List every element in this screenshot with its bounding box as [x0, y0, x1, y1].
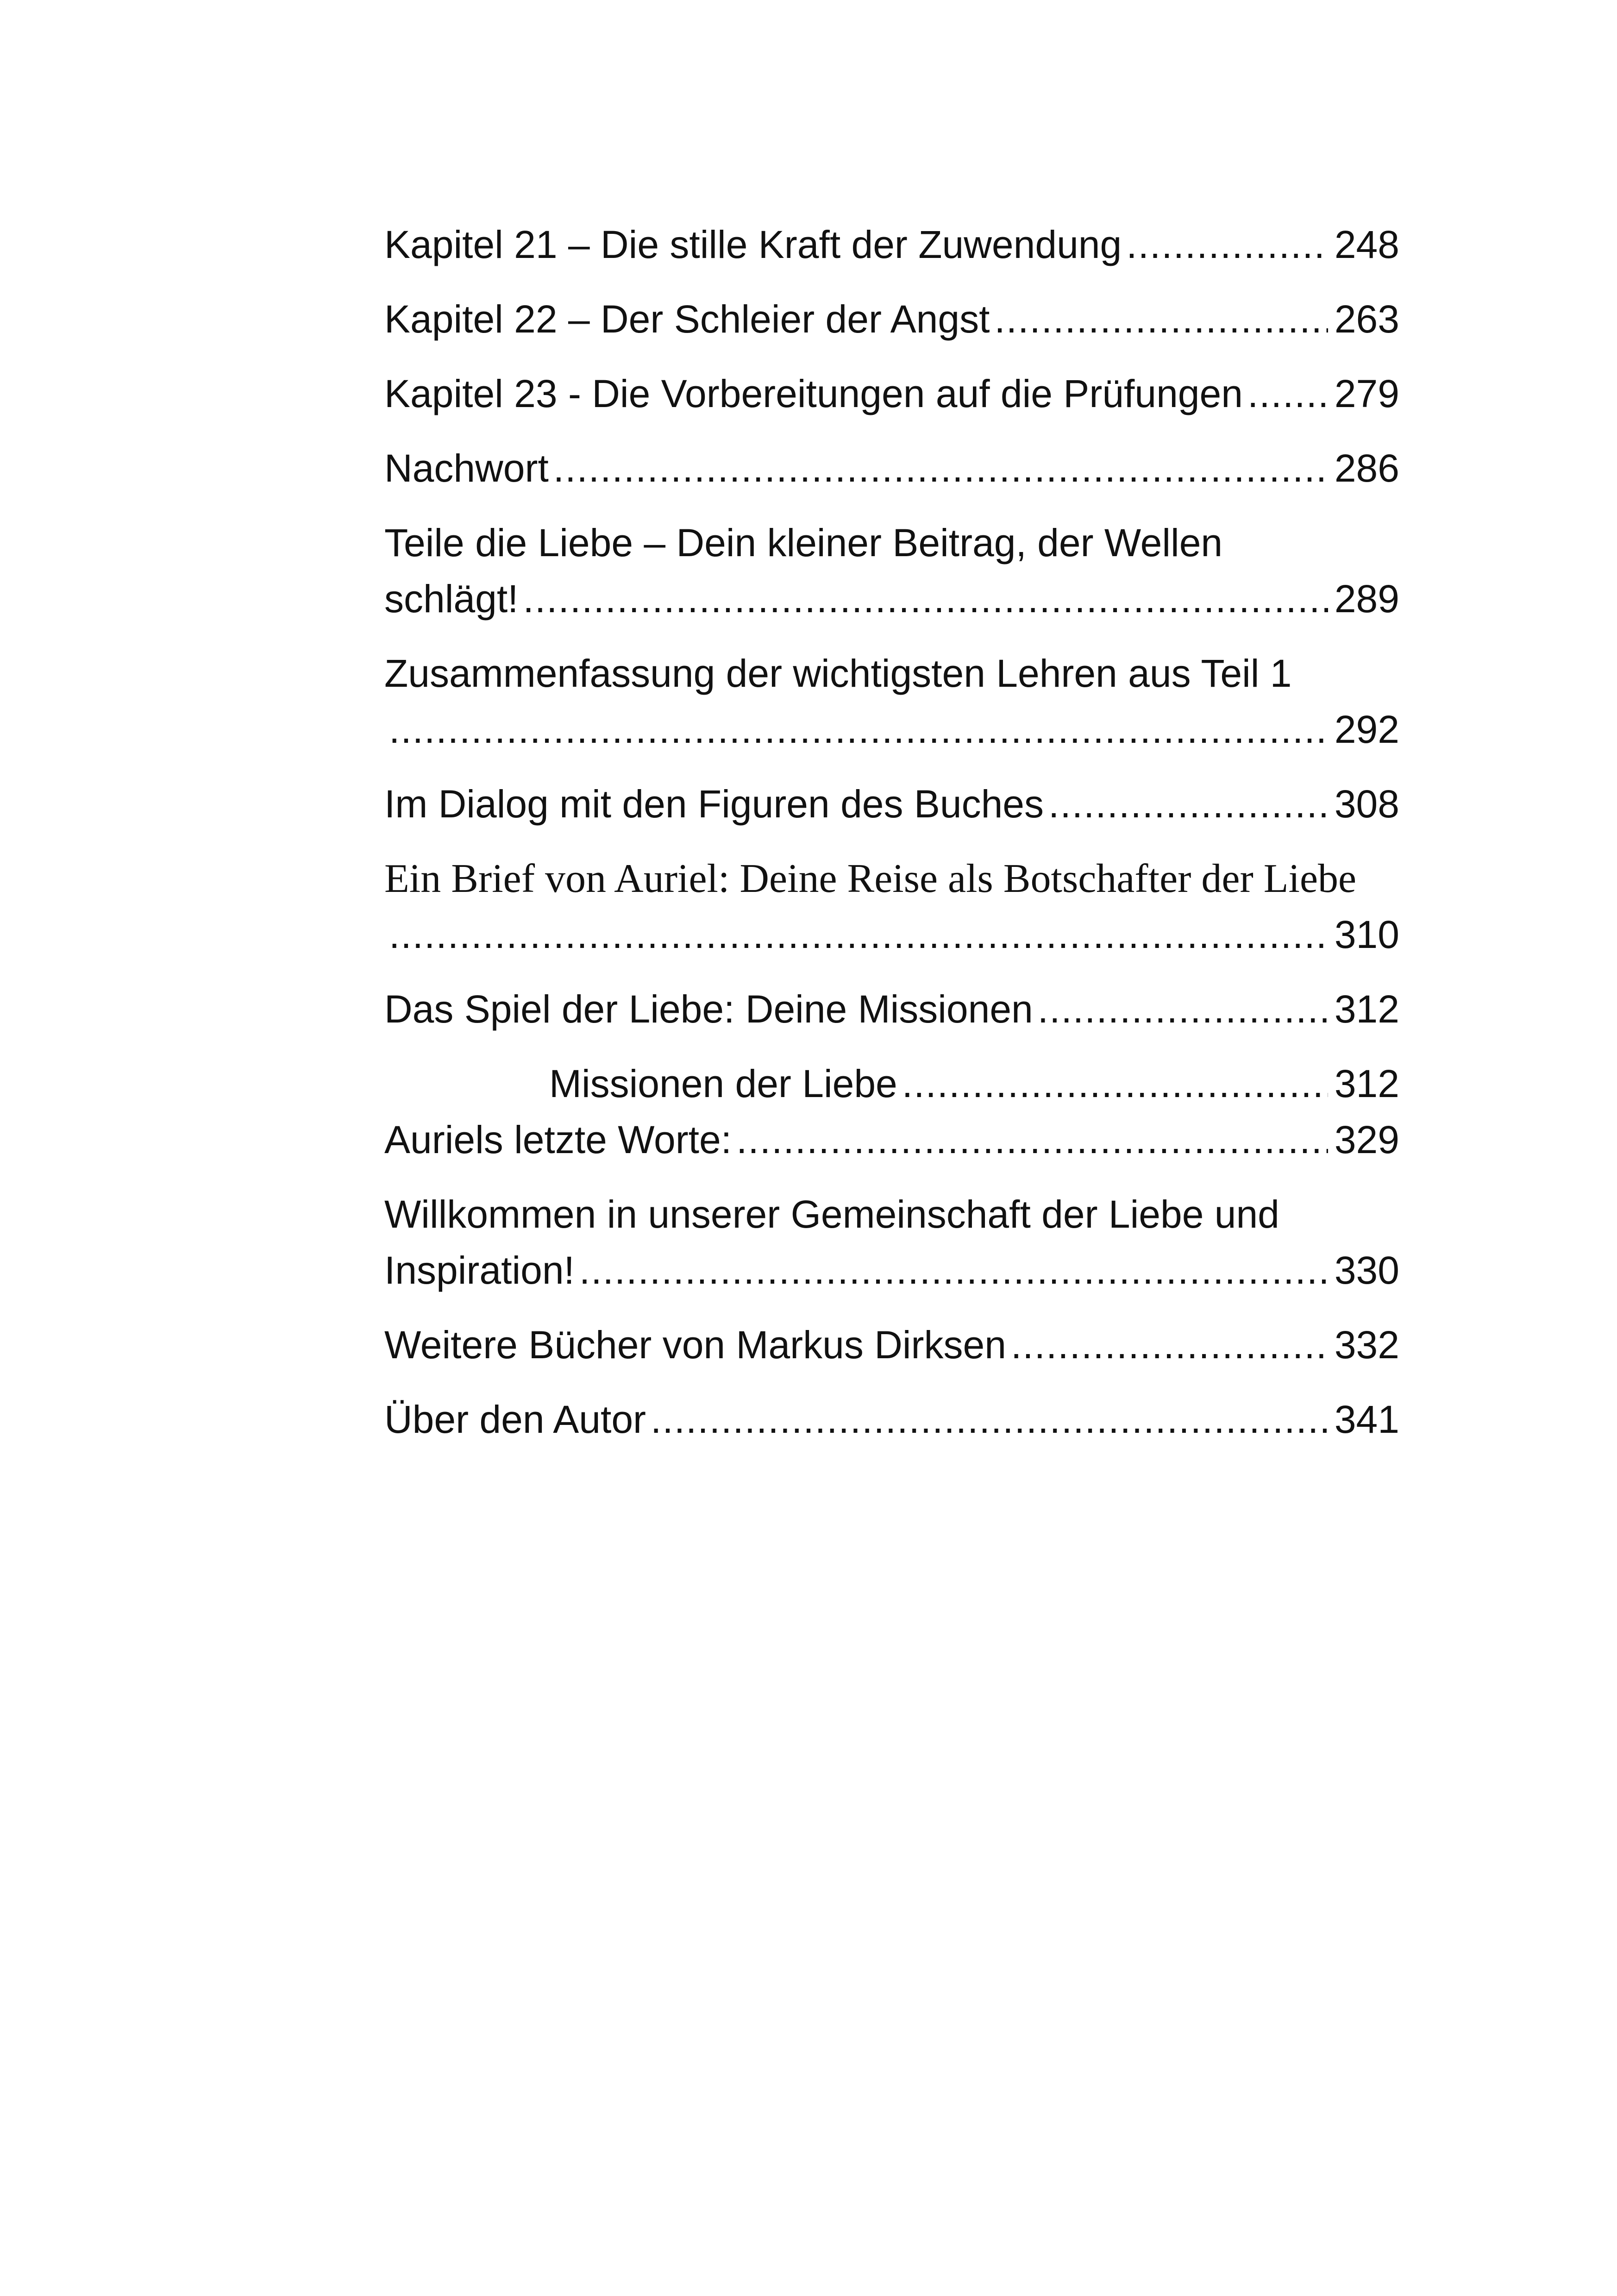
toc-entry[interactable] [384, 981, 1399, 1037]
dot-leader [1048, 776, 1328, 832]
toc-entry-page: 312 [1334, 987, 1399, 1031]
dot-leader [389, 907, 1328, 963]
dot-leader [736, 1112, 1328, 1168]
toc-entry-page: 279 [1334, 372, 1399, 415]
dot-leader [1126, 217, 1328, 273]
toc-entry-title-line2: schlägt! [384, 577, 519, 621]
dot-leader [523, 571, 1328, 627]
table-of-contents [384, 217, 1399, 1448]
toc-entry-title-line1: Willkommen in unserer Gemeinschaft der Liebe und [384, 1192, 1279, 1236]
toc-entry[interactable] [384, 1112, 1399, 1168]
dot-leader [902, 1056, 1328, 1112]
toc-entry-page: 312 [1334, 1062, 1399, 1105]
dot-leader [1247, 366, 1328, 422]
toc-entry-page: 263 [1334, 297, 1399, 341]
toc-entry[interactable] [384, 1056, 1399, 1112]
dot-leader [994, 291, 1328, 347]
toc-entry-title: Kapitel 23 - Die Vorbereitungen auf die Prüfungen [384, 372, 1243, 415]
toc-entry[interactable] [384, 1186, 1399, 1299]
toc-entry-page: 330 [1334, 1248, 1399, 1292]
toc-entry-title-line1: Ein Brief von Auriel: Deine Reise als Botschafter der Liebe [384, 856, 1357, 901]
toc-entry[interactable] [384, 217, 1399, 273]
toc-entry[interactable] [384, 851, 1399, 963]
dot-leader [389, 702, 1328, 758]
toc-entry[interactable] [384, 1392, 1399, 1448]
dot-leader [651, 1392, 1328, 1448]
toc-entry[interactable] [384, 646, 1399, 758]
toc-entry-page: 292 [1334, 708, 1399, 751]
toc-entry-title: Missionen der Liebe [549, 1062, 897, 1105]
toc-entry-title: Im Dialog mit den Figuren des Buches [384, 782, 1044, 826]
toc-entry[interactable] [384, 776, 1399, 832]
toc-entry-title: Weitere Bücher von Markus Dirksen [384, 1323, 1006, 1367]
toc-entry[interactable] [384, 515, 1399, 627]
toc-entry-title-line1: Teile die Liebe – Dein kleiner Beitrag, der Wellen [384, 521, 1223, 565]
toc-entry-page: 310 [1334, 913, 1399, 956]
toc-entry[interactable] [384, 1317, 1399, 1373]
toc-entry-title: Nachwort [384, 446, 549, 490]
dot-leader [553, 440, 1328, 496]
toc-entry-title-line2: Inspiration! [384, 1248, 575, 1292]
toc-entry-title: Auriels letzte Worte: [384, 1118, 732, 1161]
toc-entry-page: 289 [1334, 577, 1399, 621]
toc-entry-title: Das Spiel der Liebe: Deine Missionen [384, 987, 1033, 1031]
toc-entry-title-line1: Zusammenfassung der wichtigsten Lehren aus Teil 1 [384, 652, 1292, 695]
dot-leader [579, 1242, 1328, 1299]
toc-entry-page: 308 [1334, 782, 1399, 826]
toc-entry-title: Über den Autor [384, 1398, 646, 1441]
toc-entry-title: Kapitel 22 – Der Schleier der Angst [384, 297, 990, 341]
toc-entry-page: 286 [1334, 446, 1399, 490]
dot-leader [1038, 981, 1328, 1037]
toc-entry-title: Kapitel 21 – Die stille Kraft der Zuwendung [384, 223, 1122, 266]
toc-entry-page: 332 [1334, 1323, 1399, 1367]
toc-entry-page: 248 [1334, 223, 1399, 266]
toc-entry[interactable] [384, 440, 1399, 496]
dot-leader [1011, 1317, 1328, 1373]
toc-entry[interactable] [384, 366, 1399, 422]
toc-entry-page: 329 [1334, 1118, 1399, 1161]
toc-entry-page: 341 [1334, 1398, 1399, 1441]
toc-entry[interactable] [384, 291, 1399, 347]
